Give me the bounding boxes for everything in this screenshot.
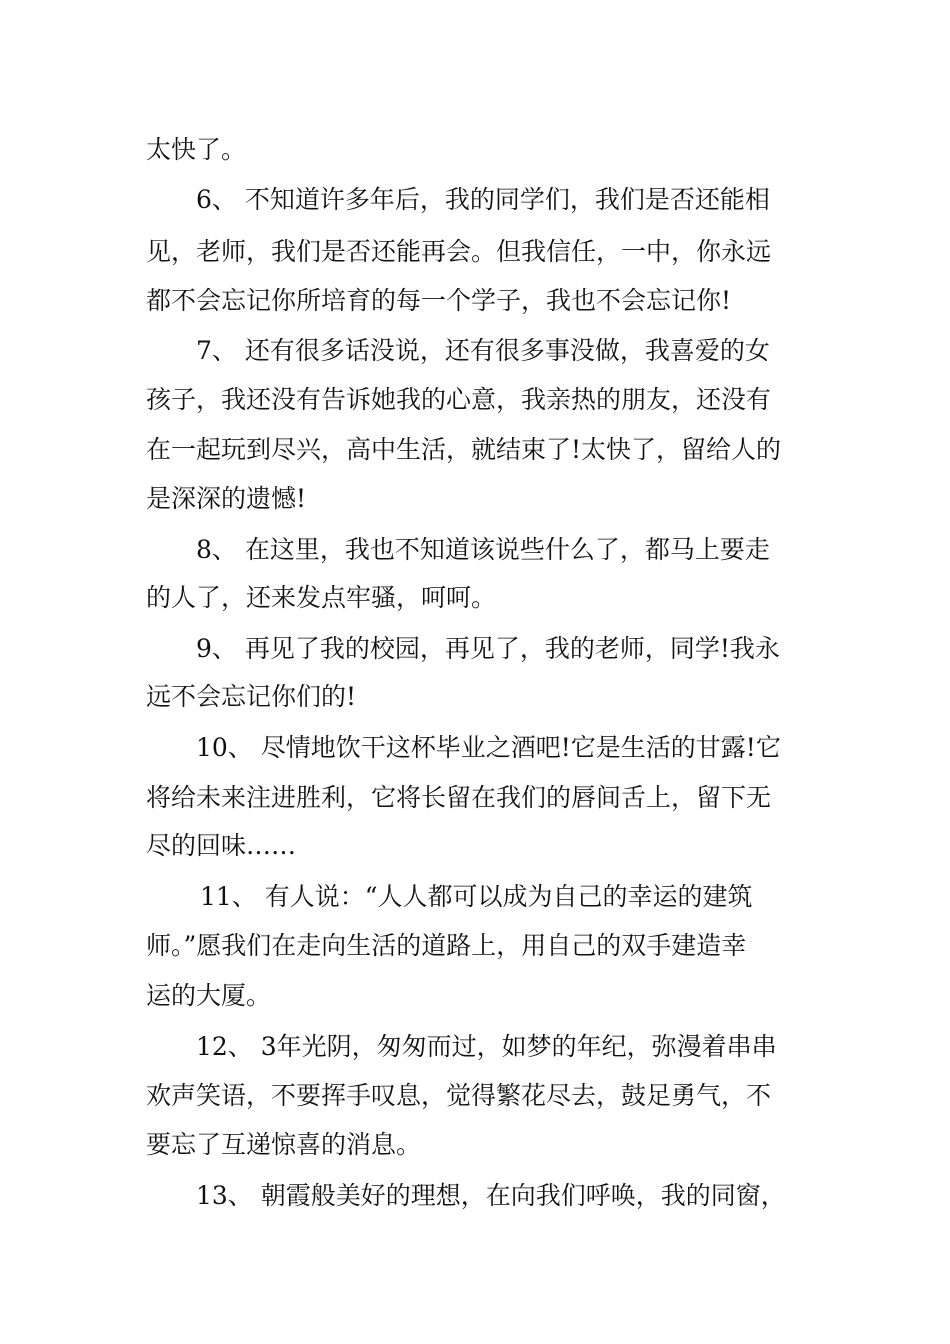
text-line: 远不会忘记你们的! xyxy=(146,682,357,711)
text-line: 的人了，还来发点牢骚，呵呵。 xyxy=(146,583,497,612)
text-line: 都不会忘记你所培育的每一个学子，我也不会忘记你! xyxy=(146,286,732,315)
text-line: 师。”愿我们在走向生活的道路上，用自己的双手建造幸 xyxy=(146,931,747,960)
text-line: 12、 3年光阴，匆匆而过，如梦的年纪，弥漫着串串 xyxy=(196,1032,777,1061)
text-line: 9、 再见了我的校园，再见了，我的老师，同学!我永 xyxy=(196,634,780,663)
text-line: 将给未来注进胜利，它将长留在我们的唇间舌上，留下无 xyxy=(146,783,772,812)
text-line: 孩子，我还没有告诉她我的心意，我亲热的朋友，还没有 xyxy=(146,385,772,414)
text-line: 尽的回味…… xyxy=(146,831,297,860)
text-line: 8、 在这里，我也不知道该说些什么了，都马上要走 xyxy=(196,535,770,564)
text-line: 是深深的遗憾! xyxy=(146,484,307,513)
text-line: 6、 不知道许多年后，我的同学们，我们是否还能相 xyxy=(196,185,770,214)
text-line: 7、 还有很多话没说，还有很多事没做，我喜爱的女 xyxy=(196,336,770,365)
text-line: 11、 有人说：“人人都可以成为自己的幸运的建筑 xyxy=(200,882,753,911)
text-line: 见，老师，我们是否还能再会。但我信任，一中，你永远 xyxy=(146,237,772,266)
text-line: 太快了。 xyxy=(146,135,247,164)
text-line: 要忘了互递惊喜的消息。 xyxy=(146,1130,422,1159)
text-line: 10、 尽情地饮干这杯毕业之酒吧!它是生活的甘露!它 xyxy=(196,733,781,762)
text-line: 13、 朝霞般美好的理想，在向我们呼唤，我的同窗， xyxy=(196,1181,786,1210)
text-line: 欢声笑语，不要挥手叹息，觉得繁花尽去，鼓足勇气，不 xyxy=(146,1081,772,1110)
text-line: 运的大厦。 xyxy=(146,981,272,1010)
text-line: 在一起玩到尽兴，高中生活，就结束了!太快了，留给人的 xyxy=(146,435,782,464)
